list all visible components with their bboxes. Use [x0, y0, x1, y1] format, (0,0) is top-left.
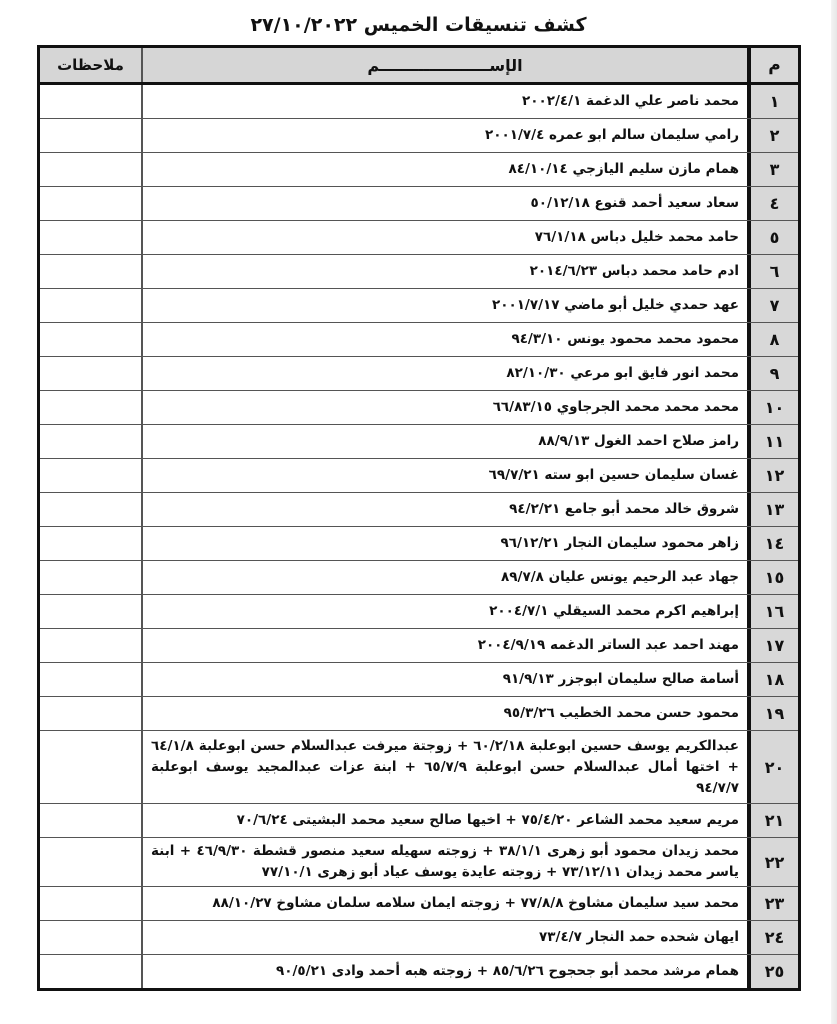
- row-name: محمد ناصر علي الدغمة ٢٠٠٢/٤/١: [141, 85, 747, 118]
- row-notes: [40, 663, 141, 696]
- header-notes: ملاحظات: [57, 56, 124, 74]
- row-number: ١٧: [747, 629, 798, 662]
- row-notes: [40, 527, 141, 560]
- row-notes: [40, 357, 141, 390]
- row-notes: [40, 887, 141, 920]
- row-name: أسامة صالح سليمان ابوجزر ٩١/٩/١٣: [141, 663, 747, 696]
- row-number: ٢: [747, 119, 798, 152]
- table-body: [40, 85, 798, 988]
- table-row: [40, 838, 798, 887]
- row-name: مهند احمد عبد الساتر الدغمه ٢٠٠٤/٩/١٩: [141, 629, 747, 662]
- row-number: ٢١: [747, 804, 798, 837]
- table-row: [40, 459, 798, 493]
- row-notes: [40, 838, 141, 886]
- row-name: حامد محمد خليل دباس ٧٦/١/١٨: [141, 221, 747, 254]
- table-header-row: [40, 48, 798, 85]
- document-title: كشف تنسيقات الخميس ٢٧/١٠/٢٠٢٢: [250, 14, 587, 36]
- row-name: شروق خالد محمد أبو جامع ٩٤/٢/٢١: [141, 493, 747, 526]
- row-notes: [40, 493, 141, 526]
- table-row: [40, 425, 798, 459]
- table-row: [40, 289, 798, 323]
- row-notes: [40, 85, 141, 118]
- row-number: ١٤: [747, 527, 798, 560]
- row-name: سعاد سعيد أحمد قنوع ٥٠/١٢/١٨: [141, 187, 747, 220]
- row-name: همام مازن سليم اليازجي ٨٤/١٠/١٤: [141, 153, 747, 186]
- row-number: ٣: [747, 153, 798, 186]
- row-notes: [40, 561, 141, 594]
- row-notes: [40, 731, 141, 803]
- row-notes: [40, 391, 141, 424]
- row-number: ٢٢: [747, 838, 798, 886]
- table-row: [40, 391, 798, 425]
- row-name: محمد سيد سليمان مشاوخ ٧٧/٨/٨ + زوجته ايمان سلامه سلمان مشاوخ ٨٨/١٠/٢٧: [141, 887, 747, 920]
- row-name: ادم حامد محمد دباس ٢٠١٤/٦/٢٣: [141, 255, 747, 288]
- row-notes: [40, 804, 141, 837]
- row-notes: [40, 921, 141, 954]
- row-number: ٢٠: [747, 731, 798, 803]
- table-row: [40, 187, 798, 221]
- table-row: [40, 561, 798, 595]
- row-notes: [40, 221, 141, 254]
- table-row: [40, 85, 798, 119]
- table-row: [40, 153, 798, 187]
- row-number: ١٢: [747, 459, 798, 492]
- row-name: ايهان شحده حمد النجار ٧٣/٤/٧: [141, 921, 747, 954]
- row-number: ١٥: [747, 561, 798, 594]
- table-row: [40, 119, 798, 153]
- table-row: [40, 887, 798, 921]
- row-name: محمد انور فايق ابو مرعي ٨٢/١٠/٣٠: [141, 357, 747, 390]
- row-notes: [40, 955, 141, 988]
- row-number: ٧: [747, 289, 798, 322]
- row-number: ١٠: [747, 391, 798, 424]
- row-number: ٦: [747, 255, 798, 288]
- row-notes: [40, 629, 141, 662]
- row-number: ١١: [747, 425, 798, 458]
- row-notes: [40, 119, 141, 152]
- row-number: ١٩: [747, 697, 798, 730]
- table-row: [40, 595, 798, 629]
- row-number: ٨: [747, 323, 798, 356]
- row-name: محمد زيدان محمود أبو زهرى ٣٨/١/١ + زوجته سهيله سعيد منصور قشطة ٤٦/٩/٣٠ + ابنة ياسر محمد زيدان ٧٣/١٢/١١ + زوجته عايدة يوسف عياد أبو زهرى ٧٧/١٠/١: [141, 838, 747, 886]
- row-name: محمود محمد محمود يونس ٩٤/٣/١٠: [141, 323, 747, 356]
- row-number: ١٣: [747, 493, 798, 526]
- table-row: [40, 493, 798, 527]
- row-notes: [40, 425, 141, 458]
- row-notes: [40, 289, 141, 322]
- row-notes: [40, 187, 141, 220]
- table-row: [40, 629, 798, 663]
- row-number: ١: [747, 85, 798, 118]
- table-row: [40, 731, 798, 804]
- table-row: [40, 527, 798, 561]
- row-notes: [40, 697, 141, 730]
- row-name: غسان سليمان حسين ابو سته ٦٩/٧/٢١: [141, 459, 747, 492]
- row-notes: [40, 255, 141, 288]
- table-row: [40, 804, 798, 838]
- row-number: ٩: [747, 357, 798, 390]
- row-name: إبراهيم اكرم محمد السيقلي ٢٠٠٤/٧/١: [141, 595, 747, 628]
- row-name: محمد محمد محمد الجرجاوي ٦٦/٨٣/١٥: [141, 391, 747, 424]
- row-name: محمود حسن محمد الخطيب ٩٥/٣/٢٦: [141, 697, 747, 730]
- row-number: ٢٤: [747, 921, 798, 954]
- header-number: م: [747, 48, 798, 82]
- table-row: [40, 255, 798, 289]
- row-notes: [40, 595, 141, 628]
- row-number: ٥: [747, 221, 798, 254]
- row-name: همام مرشد محمد أبو جحجوح ٨٥/٦/٢٦ + زوجته هبه أحمد وادى ٩٠/٥/٢١: [141, 955, 747, 988]
- coordination-table: [37, 45, 801, 991]
- table-row: [40, 697, 798, 731]
- row-notes: [40, 459, 141, 492]
- table-row: [40, 221, 798, 255]
- row-number: ١٨: [747, 663, 798, 696]
- row-name: عهد حمدي خليل أبو ماضي ٢٠٠١/٧/١٧: [141, 289, 747, 322]
- row-number: ٢٥: [747, 955, 798, 988]
- table-row: [40, 323, 798, 357]
- row-name: رامز صلاح احمد الغول ٨٨/٩/١٣: [141, 425, 747, 458]
- table-row: [40, 921, 798, 955]
- table-row: [40, 357, 798, 391]
- table-row: [40, 955, 798, 988]
- header-name: الإســــــــــــــــــــم: [141, 48, 747, 82]
- row-name: جهاد عبد الرحيم يونس عليان ٨٩/٧/٨: [141, 561, 747, 594]
- row-notes: [40, 323, 141, 356]
- row-name: مريم سعيد محمد الشاعر ٧٥/٤/٢٠ + اخيها صالح سعيد محمد البشيتى ٧٠/٦/٢٤: [141, 804, 747, 837]
- row-notes: [40, 153, 141, 186]
- page-edge: [831, 0, 837, 1024]
- row-number: ٢٣: [747, 887, 798, 920]
- row-name: زاهر محمود سليمان النجار ٩٦/١٢/٢١: [141, 527, 747, 560]
- row-number: ١٦: [747, 595, 798, 628]
- row-name: رامي سليمان سالم ابو عمره ٢٠٠١/٧/٤: [141, 119, 747, 152]
- row-number: ٤: [747, 187, 798, 220]
- row-name: عبدالكريم يوسف حسين ابوعلبة ٦٠/٢/١٨ + زوجتة ميرفت عبدالسلام حسن ابوعلبة ٦٤/١/٨ + اختها أمال عبدالسلام حسن ابوعلبة ٦٥/٧/٩ + ابنة عزات عبدالمجيد يوسف ابوعلبة ٩٤/٧/٧: [141, 731, 747, 803]
- table-row: [40, 663, 798, 697]
